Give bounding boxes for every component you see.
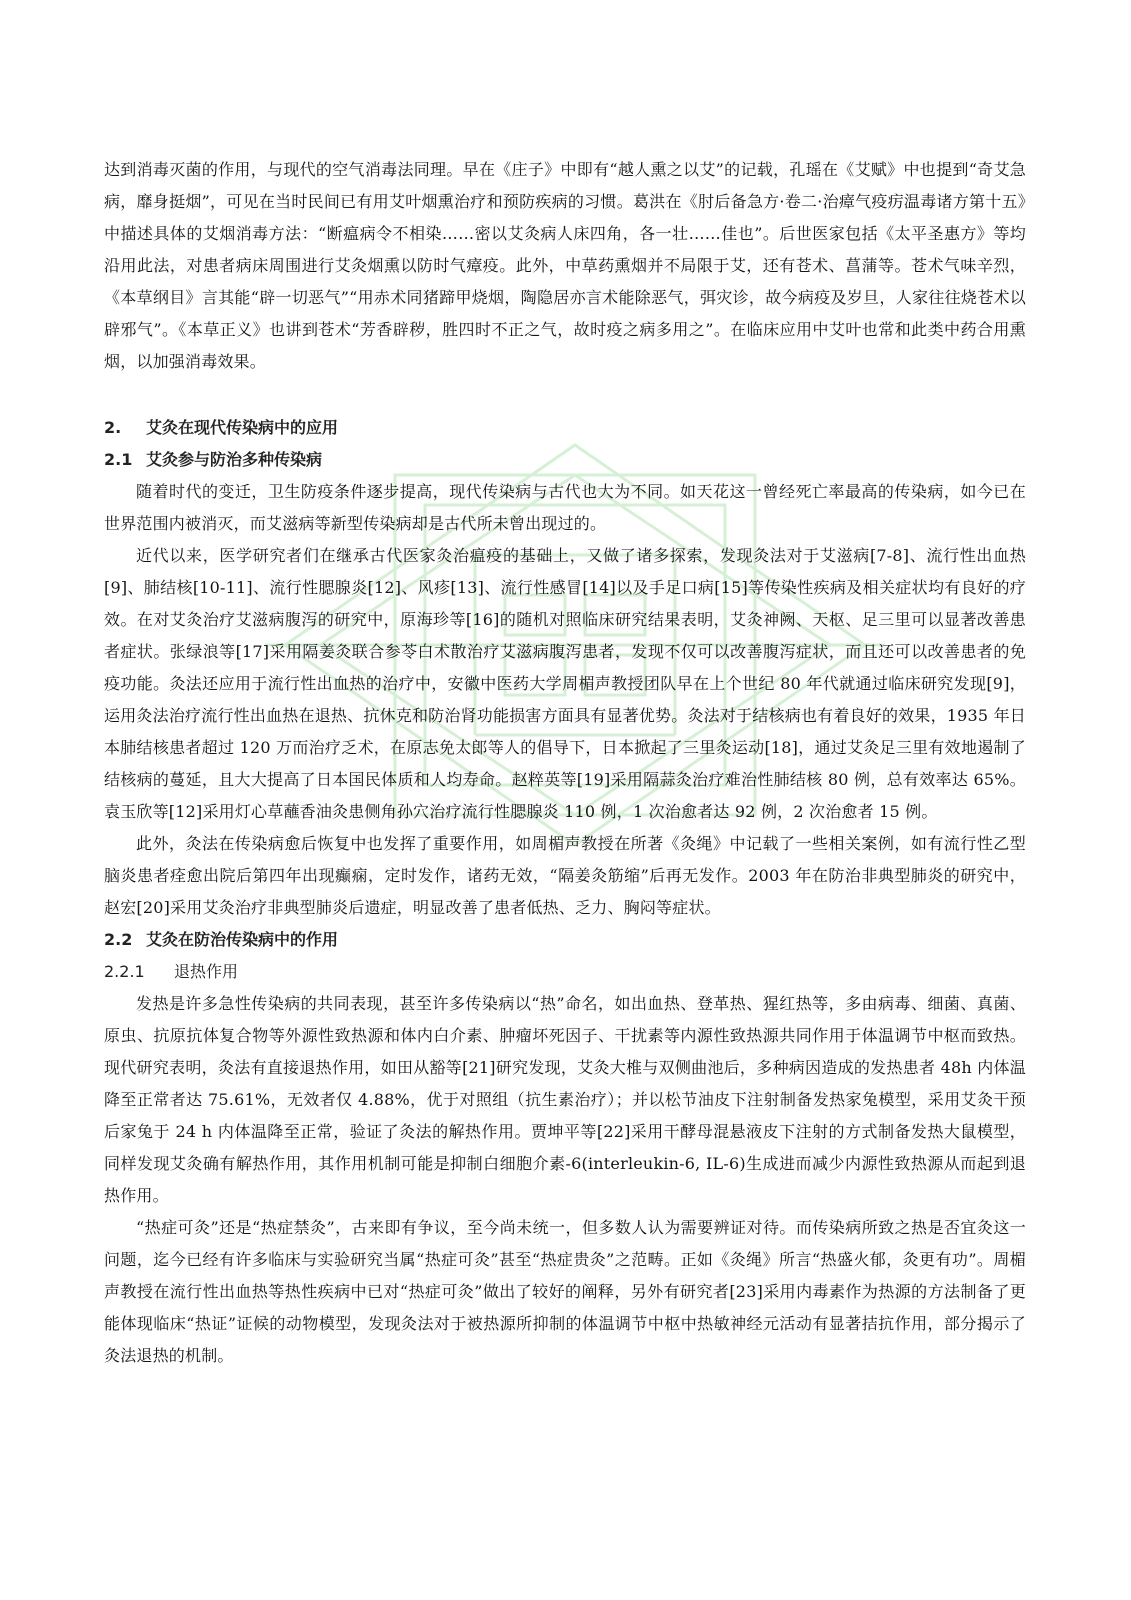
subsection-heading-2-1	[104, 444, 1026, 476]
subsection-heading-2-2	[104, 924, 1026, 956]
subsubsection-heading-2-2-1	[104, 956, 1026, 988]
section-title: 艾灸在现代传染病中的应用	[146, 418, 339, 437]
section-heading-2	[104, 412, 1026, 444]
subsubsection-title: 退热作用	[174, 962, 239, 981]
paragraph-2-2-1-b: “热症可灸”还是“热症禁灸”，古来即有争议，至今尚未统一，但多数人认为需要辨证对待。而传染病所致之热是否宜灸这一问题，迄今已经有许多临床与实验研究当属“热症可灸”甚至“热症贵灸”之范畴。正如《灸绳》所言“热盛火郁，灸更有功”。周楣声教授在流行性出血热等热性疾病中已对“热症可灸”做出了较好的阐释，另外有研究者[23]采用内毒素作为热源的方法制备了更能体现临床“热证”证候的动物模型，发现灸法对于被热源所抑制的体温调节中枢中热敏神经元活动有显著拮抗作用，部分揭示了灸法退热的机制。	[104, 1218, 1026, 1365]
subsubsection-number: 2.2.1	[104, 962, 145, 981]
paragraph-2-1-c: 此外，灸法在传染病愈后恢复中也发挥了重要作用，如周楣声教授在所著《灸绳》中记载了一些相关案例，如有流行性乙型脑炎患者痊愈出院后第四年出现癫痫，定时发作，诸药无效，“隔姜灸筋缩”后再无发作。2003 年在防治非典型肺炎的研究中，赵宏[20]采用艾灸治疗非典型肺炎后遗症，明显改善了患者低热、乏力、胸闷等症状。	[104, 834, 1026, 917]
paragraph-intro: 达到消毒灭菌的作用，与现代的空气消毒法同理。早在《庄子》中即有“越人熏之以艾”的记载，孔瑶在《艾赋》中也提到“奇艾急病，靡身挺烟”，可见在当时民间已有用艾叶烟熏治疗和预防疾病的习惯。葛洪在《肘后备急方·卷二·治瘴气疫疠温毒诸方第十五》中描述具体的艾烟消毒方法：“断瘟病令不相染……密以艾灸病人床四角，各一壮……佳也”。后世医家包括《太平圣惠方》等均沿用此法，对患者病床周围进行艾灸烟熏以防时气瘴疫。此外，中草药熏烟并不局限于艾，还有苍术、菖蒲等。苍术气味辛烈，《本草纲目》言其能“辟一切恶气”“用赤术同猪蹄甲烧烟，陶隐居亦言术能除恶气，弭灾诊，故今病疫及岁旦，人家往往烧苍术以辟邪气”。《本草正义》也讲到苍术“芳香辟秽，胜四时不正之气，故时疫之病多用之”。在临床应用中艾叶也常和此类中药合用熏烟，以加强消毒效果。	[104, 160, 1026, 371]
paragraph-2-1-b: 近代以来，医学研究者们在继承古代医家灸治瘟疫的基础上，又做了诸多探索，发现灸法对于艾滋病[7-8]、流行性出血热[9]、肺结核[10-11]、流行性腮腺炎[12]、风疹[13]、流行性感冒[14]以及手足口病[15]等传染性疾病及相关症状均有良好的疗效。在对艾灸治疗艾滋病腹泻的研究中，原海珍等[16]的随机对照临床研究结果表明，艾灸神阙、天枢、足三里可以显著改善患者症状。张绿浪等[17]采用隔姜灸联合参苓白术散治疗艾滋病腹泻患者，发现不仅可以改善腹泻症状，而且还可以改善患者的免疫功能。灸法还应用于流行性出血热的治疗中，安徽中医药大学周楣声教授团队早在上个世纪 80 年代就通过临床研究发现[9]，运用灸法治疗流行性出血热在退热、抗休克和防治肾功能损害方面具有显著优势。灸法对于结核病也有着良好的效果，1935 年日本肺结核患者超过 120 万而治疗乏术，在原志免太郎等人的倡导下，日本掀起了三里灸运动[18]，通过艾灸足三里有效地遏制了结核病的蔓延，且大大提高了日本国民体质和人均寿命。赵粹英等[19]采用隔蒜灸治疗难治性肺结核 80 例，总有效率达 65%。袁玉欣等[12]采用灯心草蘸香油灸患侧角孙穴治疗流行性腮腺炎 110 例，1 次治愈者达 92 例，2 次治愈者 15 例。	[104, 546, 1026, 821]
section-number: 2.	[104, 418, 122, 437]
paragraph-2-1-a: 随着时代的变迁，卫生防疫条件逐步提高，现代传染病与古代也大为不同。如天花这一曾经死亡率最高的传染病，如今已在世界范围内被消灭，而艾滋病等新型传染病却是古代所未曾出现过的。	[104, 482, 1026, 533]
subsection-number: 2.2	[104, 930, 133, 949]
subsection-title: 艾灸在防治传染病中的作用	[146, 930, 339, 949]
subsection-number: 2.1	[104, 450, 133, 469]
subsection-title: 艾灸参与防治多种传染病	[146, 450, 323, 469]
page-content	[104, 154, 1026, 1372]
paragraph-2-2-1-a: 发热是许多急性传染病的共同表现，甚至许多传染病以“热”命名，如出血热、登革热、猩红热等，多由病毒、细菌、真菌、原虫、抗原抗体复合物等外源性致热源和体内白介素、肿瘤坏死因子、干扰素等内源性致热源共同作用于体温调节中枢而致热。现代研究表明，灸法有直接退热作用，如田从豁等[21]研究发现，艾灸大椎与双侧曲池后，多种病因造成的发热患者 48h 内体温降至正常者达 75.61%，无效者仅 4.88%，优于对照组（抗生素治疗）；并以松节油皮下注射制备发热家兔模型，采用艾灸干预后家兔于 24 h 内体温降至正常，验证了灸法的解热作用。贾坤平等[22]采用干酵母混悬液皮下注射的方式制备发热大鼠模型，同样发现艾灸确有解热作用，其作用机制可能是抑制白细胞介素-6(interleukin-6, IL-6)生成进而减少内源性致热源从而起到退热作用。	[104, 994, 1026, 1205]
